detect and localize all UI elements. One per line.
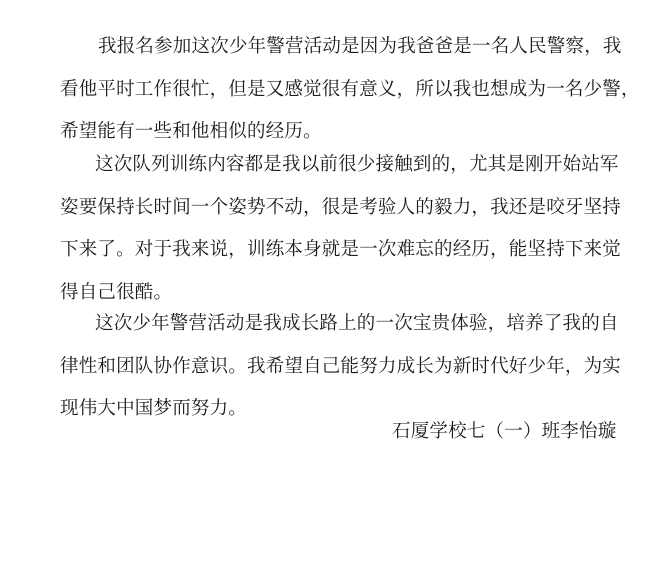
paragraph-2-line-4: 得自己很酷。	[60, 282, 173, 303]
paragraph-2-line-2: 姿要保持长时间一个姿势不动，很是考验人的毅力，我还是咬牙坚持	[60, 197, 622, 218]
paragraph-1-line-1: 我报名参加这次少年警营活动是因为我爸爸是一名人民警察，我	[98, 36, 622, 57]
paragraph-2-line-1: 这次队列训练内容都是我以前很少接触到的，尤其是刚开始站军	[95, 154, 619, 175]
paragraph-2-line-3: 下来了。对于我来说，训练本身就是一次难忘的经历，能坚持下来觉	[60, 239, 622, 260]
signature: 石厦学校七（一）班李怡璇	[392, 421, 617, 442]
paragraph-3-line-2: 律性和团队协作意识。我希望自己能努力成长为新时代好少年，为实	[60, 356, 622, 377]
paragraph-3-line-1: 这次少年警营活动是我成长路上的一次宝贵体验，培养了我的自	[95, 313, 619, 334]
paragraph-1-line-3: 希望能有一些和他相似的经历。	[60, 121, 322, 142]
paragraph-3-line-3: 现伟大中国梦而努力。	[60, 398, 248, 419]
paragraph-1-line-2: 看他平时工作很忙，但是又感觉很有意义，所以我也想成为一名少警，	[60, 79, 640, 100]
